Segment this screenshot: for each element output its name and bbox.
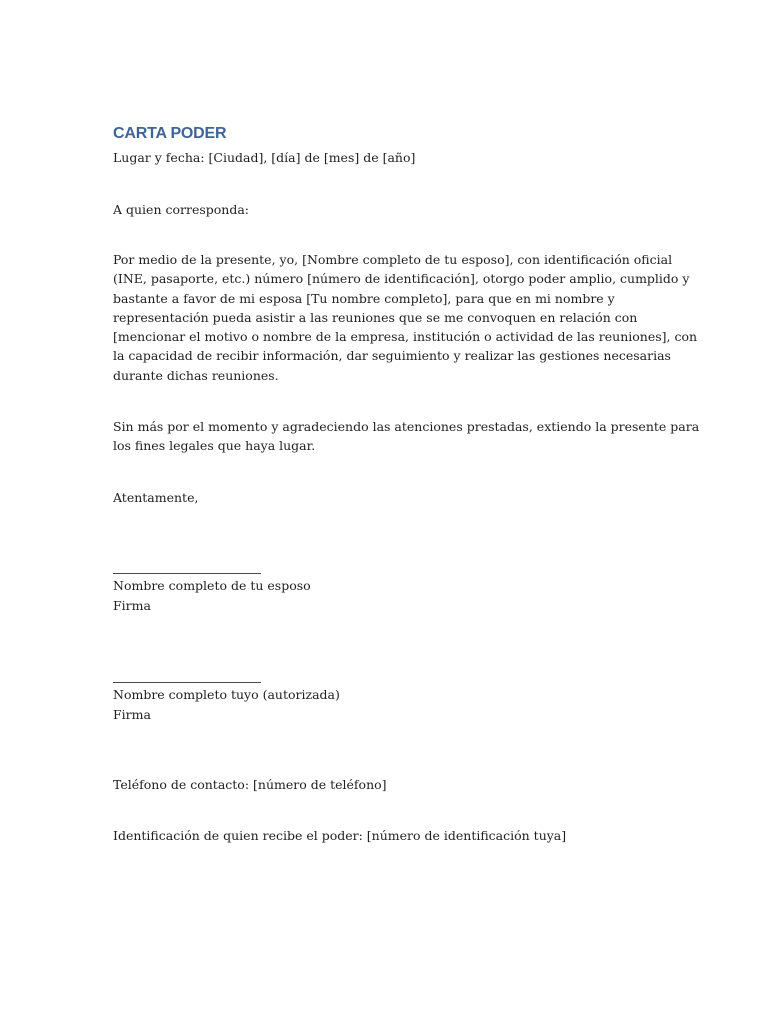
regards: Atentamente, <box>113 490 199 505</box>
body-line: representación pueda asistir a las reuniones que se me convoquen en relación con <box>113 309 638 325</box>
body-line: (INE, pasaporte, etc.) número [número de identificación], otorgo poder amplio, cumplido y <box>113 271 690 287</box>
salutation: A quien corresponda: <box>113 202 250 217</box>
signature-line-1 <box>113 573 261 574</box>
body-paragraph <box>113 250 698 385</box>
signature-1-label: Firma <box>113 598 151 613</box>
signature-1-name: Nombre completo de tu esposo <box>113 578 311 593</box>
document-title: CARTA PODER <box>113 125 227 142</box>
signature-2-name: Nombre completo tuyo (autorizada) <box>113 687 340 702</box>
signature-2-label: Firma <box>113 707 151 722</box>
body-line: durante dichas reuniones. <box>113 367 279 383</box>
body-line: bastante a favor de mi esposa [Tu nombre completo], para que en mi nombre y <box>113 290 615 306</box>
body-line: Por medio de la presente, yo, [Nombre completo de tu esposo], con identificación oficial <box>113 252 673 267</box>
recipient-identification: Identificación de quien recibe el poder: [número de identificación tuya] <box>113 828 567 843</box>
body-line: la capacidad de recibir información, dar seguimiento y realizar las gestiones necesarias <box>113 348 671 364</box>
closing-paragraph <box>113 417 700 456</box>
body-line: [mencionar el motivo o nombre de la empresa, institución o actividad de las reuniones], con <box>113 329 698 345</box>
place-date-line: Lugar y fecha: [Ciudad], [día] de [mes] de [año] <box>113 150 416 165</box>
contact-phone: Teléfono de contacto: [número de teléfono] <box>113 777 387 792</box>
closing-line: los fines legales que haya lugar. <box>113 438 316 454</box>
signature-line-2 <box>113 682 261 683</box>
closing-line: Sin más por el momento y agradeciendo las atenciones prestadas, extiendo la presente para <box>113 419 700 434</box>
